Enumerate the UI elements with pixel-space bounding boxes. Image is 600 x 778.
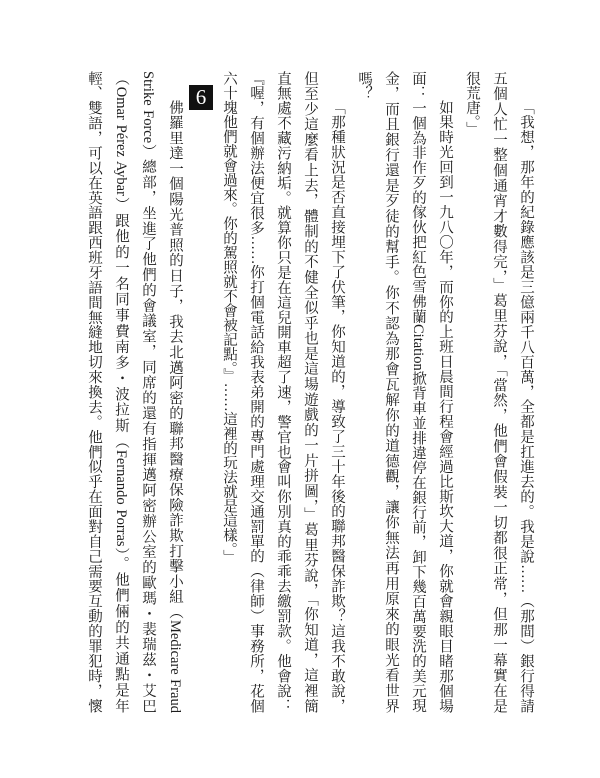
text-line: 嗎？ [356,71,372,100]
paragraph-4 [80,71,188,713]
text-line: Strike Force）總部，坐進了他們的會議室，同席的還有指揮邁阿密辦公室的歐瑪・裴瑞茲・艾巴 [140,71,156,713]
section-number-badge: 6 [189,85,213,110]
text-line: 五個人忙一整個通宵才數得完，」葛里芬說，「當然，他們會假裝一切都很正常，但那一幕實在是 [491,71,507,713]
text-line: 金，而且銀行還是歹徒的幫手。你不認為那會瓦解你的道德觀，讓你無法再用原來的眼光看世界 [383,71,399,713]
text-line: （Omar Pérez Aybar）跟他的一名同事費南多・波拉斯（Fernando Porras）。他們倆的共通點是年 [113,71,129,713]
section-break [188,71,215,713]
text-line: 「我想，那年的紀錄應該是三億兩千八百萬，全都是扛進去的。我是說……（那間）銀行得請 [518,100,534,713]
text-line: 六十塊他們就會過來。你的駕照就不會被記點。』……這裡的玩法就是這樣。」 [221,71,237,564]
text-line: 面：一個為非作歹的傢伙把紅色雪佛蘭Citation掀背車並排違停在銀行前，卸下幾百萬要洗的美元現 [410,71,426,713]
text-line: 佛羅里達一個陽光普照的日子，我去北邁阿密的聯邦醫療保險詐欺打擊小組（Medicare Fraud [167,100,183,713]
text-line: 很荒唐。」 [464,71,480,137]
text-line: 如果時光回到一九八〇年，而你的上班日晨間行程會經過比斯坎大道，你就會親眼目睹那個場 [437,100,453,713]
text-line: 『喔，有個辦法便宜很多……你打個電話給我表弟開的專門處理交通罰單的（律師）事務所，花個 [248,71,264,713]
paragraph-3 [215,71,350,713]
text-line: 直無處不藏污納垢。就算你只是在這兒開車超了速，警官也會叫你別真的乖乖去繳罰款。他會說： [275,71,291,713]
paragraph-2 [350,71,458,713]
text-line: 但至少這麼看上去，體制的不健全似乎也是這場遊戲的一片拼圖，」葛里芬說，「你知道，這裡簡 [302,71,318,713]
text-line: 「那種狀況是否直接埋下了伏筆，你知道的，導致了三十年後的聯邦醫保詐欺？這我不敢說， [329,100,345,713]
paragraph-1 [458,71,539,713]
vertical-text-body [80,71,539,713]
text-line: 輕、雙語，可以在英語跟西班牙語間無縫地切來換去。他們似乎在面對自己需要互動的罪犯時，懷 [86,71,102,713]
